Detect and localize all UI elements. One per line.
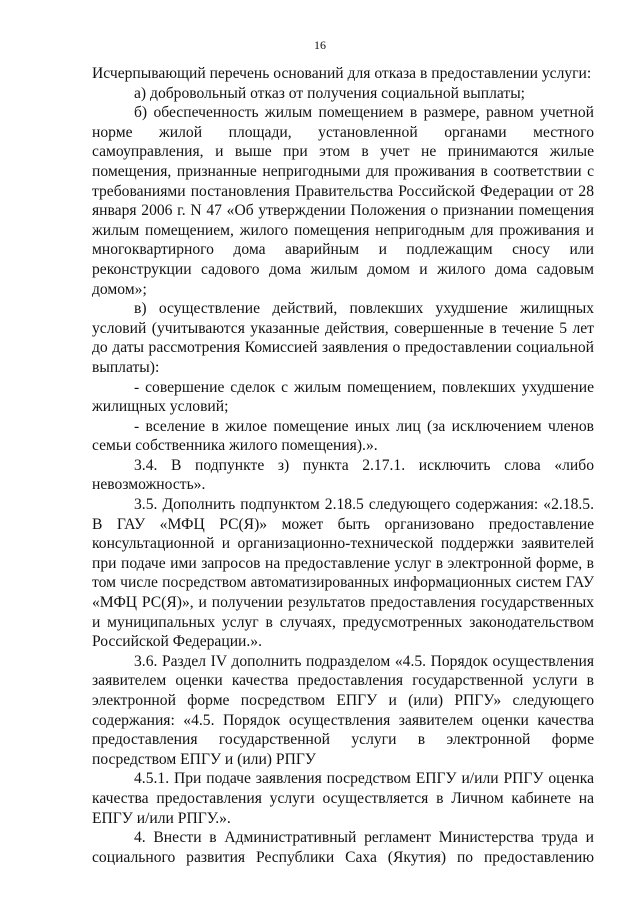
paragraph-4-5-1: 4.5.1. При подаче заявления посредством ЕПГУ и/или РПГУ оценка качества предоставления услуги осуществляется в Личном кабинете на ЕПГУ и/или РПГУ.». bbox=[92, 770, 594, 827]
paragraph-3-5: 3.5. Дополнить подпунктом 2.18.5 следующего содержания: «2.18.5. В ГАУ «МФЦ РС(Я)» может быть организовано предоставление консультационной и организационно-технической поддержки заявителей при подаче ими запросов на предоставление услуг в электронной форме, в том числе посредством автоматизированных информационных систем ГАУ «МФЦ РС(Я)», и получении результатов предоставления государственных и муниципальных услуг в случаях, предусмотренных законодательством Российской Федерации.». bbox=[92, 496, 594, 651]
paragraph-subitem-settlement: - вселение в жилое помещение иных лиц (за исключением членов семьи собственника жилого помещения).». bbox=[92, 417, 594, 455]
paragraph-3-4: 3.4. В подпункте з) пункта 2.17.1. исключить слова «либо невозможность». bbox=[92, 456, 594, 494]
paragraph-4: 4. Внести в Административный регламент Министерства труда и социального развития Республики Саха (Якутия) по предоставлению bbox=[92, 829, 594, 866]
document-body bbox=[92, 64, 594, 867]
paragraph-refusal-grounds-heading: Исчерпывающий перечень оснований для отказа в предоставлении услуги: bbox=[92, 65, 592, 82]
page-number: 16 bbox=[314, 38, 326, 52]
paragraph-item-v: в) осуществление действий, повлекших ухудшение жилищных условий (учитываются указанные действия, совершенные в течение 5 лет до даты рассмотрения Комиссией заявления о предоставлении социальной выплаты): bbox=[92, 300, 594, 376]
paragraph-item-b: б) обеспеченность жилым помещением в размере, равном учетной норме жилой площади, установленной органами местного самоуправления, и выше при этом в учет не принимаются жилые помещения, признанные непригодными для проживания в соответствии с требованиями постановления Правительства Российской Федерации от 28 января 2006 г. N 47 «Об утверждении Положения о признании помещения жилым помещением, жилого помещения непригодным для проживания и многоквартирного дома аварийным и подлежащим сносу или реконструкции садового дома жилым домом и жилого дома садовым домом»; bbox=[92, 104, 594, 298]
paragraph-3-6: 3.6. Раздел IV дополнить подразделом «4.5. Порядок осуществления заявителем оценки качества предоставления государственной услуги в электронной форме посредством ЕПГУ и (или) РПГУ» следующего содержания: «4.5. Порядок осуществления заявителем оценки качества предоставления государственной услуги в электронной форме посредством ЕПГУ и (или) РПГУ bbox=[92, 652, 594, 768]
paragraph-item-a: а) добровольный отказ от получения социальной выплаты; bbox=[134, 84, 526, 102]
paragraph-subitem-deals: - совершение сделок с жилым помещением, повлекших ухудшение жилищных условий; bbox=[92, 378, 594, 416]
